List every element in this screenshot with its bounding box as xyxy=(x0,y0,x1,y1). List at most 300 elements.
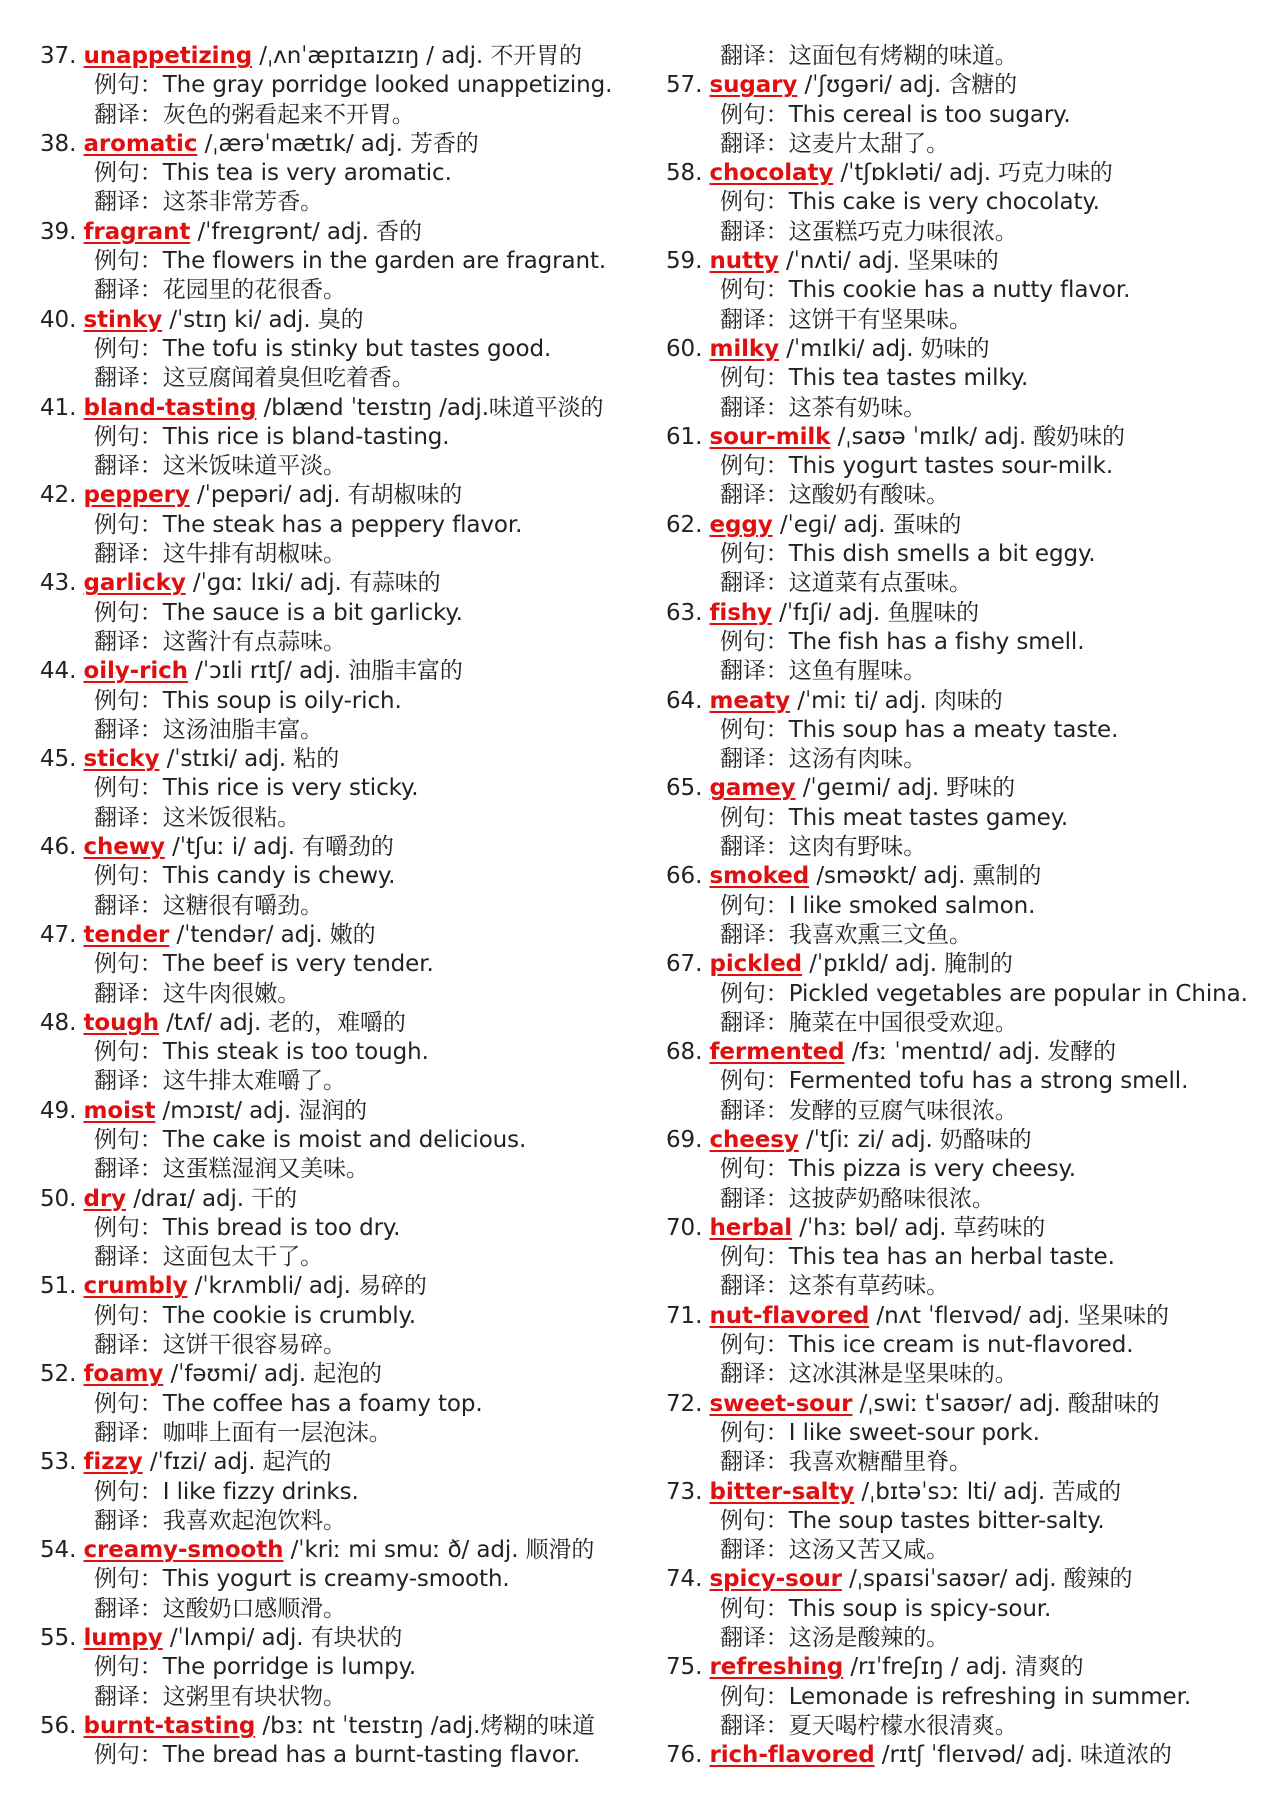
entry-headline xyxy=(40,745,630,774)
translation-text: 这酸奶有酸味。 xyxy=(788,482,950,509)
vocab-entry xyxy=(40,394,630,482)
translation-line xyxy=(666,1536,1266,1565)
headword: nut-flavored xyxy=(709,1302,870,1329)
headword: bland-tasting xyxy=(83,394,257,421)
phonetic-definition: /ˈtʃɒkləti/ adj. 巧克力味的 xyxy=(833,160,1113,187)
example-text: This cereal is too sugary. xyxy=(788,101,1071,128)
example-text: The porridge is lumpy. xyxy=(162,1654,417,1681)
example-line xyxy=(40,1478,630,1507)
translation-label: 翻译： xyxy=(720,306,789,333)
translation-label: 翻译： xyxy=(94,892,163,919)
entry-number: 55. xyxy=(40,1625,84,1652)
translation-label: 翻译： xyxy=(94,1683,163,1710)
entry-number: 47. xyxy=(40,921,84,948)
example-label: 例句： xyxy=(94,775,163,802)
example-label: 例句： xyxy=(720,101,789,128)
translation-line xyxy=(666,394,1266,423)
example-line xyxy=(40,1038,630,1067)
translation-label: 翻译： xyxy=(720,1625,789,1652)
translation-text: 花园里的花很香。 xyxy=(162,277,346,304)
example-line xyxy=(666,1067,1266,1096)
example-line xyxy=(40,950,630,979)
example-line xyxy=(666,1331,1266,1360)
example-line xyxy=(40,1390,630,1419)
entry-headline xyxy=(666,1741,1266,1770)
example-text: This cake is very chocolaty. xyxy=(788,189,1100,216)
example-text: The cookie is crumbly. xyxy=(162,1302,416,1329)
vocab-entry xyxy=(40,130,630,218)
phonetic-definition: /ˈeɡi/ adj. 蛋味的 xyxy=(772,511,962,538)
translation-line xyxy=(666,833,1266,862)
entry-headline xyxy=(40,921,630,950)
translation-label: 翻译： xyxy=(94,453,163,480)
entry-number: 43. xyxy=(40,570,84,597)
example-label: 例句： xyxy=(720,980,789,1007)
translation-line xyxy=(666,1624,1266,1653)
headword: cheesy xyxy=(709,1126,799,1153)
entry-number: 74. xyxy=(666,1566,710,1593)
entry-number: 56. xyxy=(40,1712,84,1739)
translation-label: 翻译： xyxy=(94,541,163,568)
phonetic-definition: /fɜː ˈmentɪd/ adj. 发酵的 xyxy=(844,1039,1117,1066)
vocab-entry xyxy=(666,1038,1266,1126)
example-text: This candy is chewy. xyxy=(162,863,396,890)
example-label: 例句： xyxy=(720,1683,789,1710)
translation-label: 翻译： xyxy=(94,716,163,743)
example-label: 例句： xyxy=(720,277,789,304)
translation-label: 翻译： xyxy=(720,1097,789,1124)
phonetic-definition: /ˈtʃuː i/ adj. 有嚼劲的 xyxy=(164,834,394,861)
example-line xyxy=(40,511,630,540)
translation-line xyxy=(40,452,630,481)
entry-number: 62. xyxy=(666,511,710,538)
headword: chocolaty xyxy=(709,160,834,187)
entry-number: 54. xyxy=(40,1537,84,1564)
phonetic-definition: /ˌʌnˈæpɪtaɪzɪŋ / adj. 不开胃的 xyxy=(252,43,582,69)
phonetic-definition: /ˈpepəri/ adj. 有胡椒味的 xyxy=(189,482,463,509)
example-text: This soup has a meaty taste. xyxy=(788,716,1119,743)
example-text: The flowers in the garden are fragrant. xyxy=(162,248,607,275)
translation-label: 翻译： xyxy=(94,1507,163,1534)
example-line xyxy=(40,1565,630,1594)
headword: sticky xyxy=(83,746,160,773)
headword: spicy-sour xyxy=(709,1566,842,1593)
translation-text: 这汤油脂丰富。 xyxy=(162,716,324,743)
translation-line xyxy=(666,657,1266,686)
translation-line xyxy=(40,1331,630,1360)
translation-text: 这糖很有嚼劲。 xyxy=(162,892,324,919)
vocab-entry xyxy=(666,423,1266,511)
example-text: This rice is bland-tasting. xyxy=(162,423,450,450)
translation-line xyxy=(40,1243,630,1272)
example-line xyxy=(666,188,1266,217)
left-column xyxy=(40,42,630,1771)
translation-line xyxy=(40,1155,630,1184)
phonetic-definition: /ˈtʃiː zi/ adj. 奶酪味的 xyxy=(798,1126,1032,1153)
phonetic-definition: /tʌf/ adj. 老的，难嚼的 xyxy=(159,1009,406,1036)
example-label: 例句： xyxy=(94,1126,163,1153)
example-label: 例句： xyxy=(94,599,163,626)
phonetic-definition: /draɪ/ adj. 干的 xyxy=(126,1185,298,1212)
entry-number: 76. xyxy=(666,1742,710,1769)
translation-line xyxy=(40,1419,630,1448)
example-text: This pizza is very cheesy. xyxy=(788,1156,1076,1183)
translation-label: 翻译： xyxy=(94,1419,163,1446)
example-line xyxy=(40,1653,630,1682)
entry-number: 61. xyxy=(666,423,710,450)
entry-headline xyxy=(40,833,630,862)
translation-text: 发酵的豆腐气味很浓。 xyxy=(788,1097,1018,1124)
headword: moist xyxy=(83,1097,156,1124)
phonetic-definition: /ˈʃʊɡəri/ adj. 含糖的 xyxy=(797,72,1018,99)
example-text: This tea has an herbal taste. xyxy=(788,1244,1115,1271)
example-line xyxy=(40,159,630,188)
example-line xyxy=(40,423,630,452)
example-line xyxy=(666,980,1266,1009)
example-label: 例句： xyxy=(720,1595,789,1622)
entry-number: 42. xyxy=(40,482,84,509)
entry-number: 58. xyxy=(666,160,710,187)
example-label: 例句： xyxy=(94,863,163,890)
vocab-entry xyxy=(666,1741,1266,1770)
translation-line xyxy=(666,1712,1266,1741)
headword: oily-rich xyxy=(83,658,188,685)
translation-label: 翻译： xyxy=(720,1449,789,1476)
entry-headline xyxy=(666,423,1266,452)
headword: stinky xyxy=(83,306,163,333)
translation-label: 翻译： xyxy=(94,1244,163,1271)
example-label: 例句： xyxy=(94,72,163,99)
entry-number: 65. xyxy=(666,775,710,802)
example-label: 例句： xyxy=(720,1419,789,1446)
headword: tough xyxy=(83,1009,160,1036)
example-text: This soup is spicy-sour. xyxy=(788,1595,1052,1622)
example-label: 例句： xyxy=(94,423,163,450)
translation-label: 翻译： xyxy=(94,277,163,304)
entry-headline xyxy=(40,1185,630,1214)
headword: meaty xyxy=(709,687,791,714)
translation-label: 翻译： xyxy=(720,1185,789,1212)
vocab-entry xyxy=(666,950,1266,1038)
translation-label: 翻译： xyxy=(720,834,789,861)
entry-headline xyxy=(666,687,1266,716)
example-line xyxy=(666,1507,1266,1536)
entry-number: 72. xyxy=(666,1390,710,1417)
phonetic-definition: /ˈstɪki/ adj. 粘的 xyxy=(159,746,340,773)
translation-text: 这牛肉很嫩。 xyxy=(162,980,301,1007)
example-line xyxy=(666,892,1266,921)
example-line xyxy=(666,1683,1266,1712)
example-line xyxy=(666,628,1266,657)
entry-headline xyxy=(40,1712,630,1741)
translation-label: 翻译： xyxy=(720,1009,789,1036)
phonetic-definition: /sməʊkt/ adj. 熏制的 xyxy=(809,863,1042,890)
entry-number: 51. xyxy=(40,1273,84,1300)
vocab-entry xyxy=(40,1448,630,1536)
translation-label: 翻译： xyxy=(94,1156,163,1183)
example-label: 例句： xyxy=(94,511,163,538)
example-line xyxy=(666,540,1266,569)
entry-number: 46. xyxy=(40,834,84,861)
translation-label: 翻译： xyxy=(94,980,163,1007)
right-column xyxy=(666,42,1266,1771)
headword: milky xyxy=(709,335,780,362)
translation-line xyxy=(666,569,1266,598)
example-line xyxy=(666,1243,1266,1272)
translation-text: 这茶有草药味。 xyxy=(788,1273,950,1300)
vocab-entry xyxy=(40,921,630,1009)
translation-text: 这肉有野味。 xyxy=(788,834,927,861)
entry-number: 48. xyxy=(40,1009,84,1036)
example-label: 例句： xyxy=(94,687,163,714)
headword: aromatic xyxy=(83,130,198,157)
entry-headline xyxy=(40,306,630,335)
phonetic-definition: /ˌswiː tˈsaʊər/ adj. 酸甜味的 xyxy=(852,1390,1160,1417)
example-text: The bread has a burnt-tasting flavor. xyxy=(162,1742,581,1769)
entry-headline xyxy=(666,247,1266,276)
vocab-entry xyxy=(666,1214,1266,1302)
phonetic-definition: /ˈnʌti/ adj. 坚果味的 xyxy=(778,248,999,275)
example-label: 例句： xyxy=(720,1244,789,1271)
example-line xyxy=(40,1302,630,1331)
example-label: 例句： xyxy=(94,1039,163,1066)
example-text: The steak has a peppery flavor. xyxy=(162,511,523,538)
translation-text: 这饼干有坚果味。 xyxy=(788,306,972,333)
entry-number: 49. xyxy=(40,1097,84,1124)
example-line xyxy=(666,1419,1266,1448)
example-label: 例句： xyxy=(720,541,789,568)
entry-number: 60. xyxy=(666,335,710,362)
translation-text: 腌菜在中国很受欢迎。 xyxy=(788,1009,1018,1036)
example-line xyxy=(40,599,630,628)
phonetic-definition: /ˈkrʌmbli/ adj. 易碎的 xyxy=(187,1273,427,1300)
entry-number: 57. xyxy=(666,72,710,99)
example-line xyxy=(666,1155,1266,1184)
headword: crumbly xyxy=(83,1273,188,1300)
entry-number: 45. xyxy=(40,746,84,773)
translation-text: 这牛排太难嚼了。 xyxy=(162,1068,346,1095)
vocab-entry xyxy=(40,1009,630,1097)
example-line xyxy=(666,804,1266,833)
example-label: 例句： xyxy=(720,1156,789,1183)
entry-headline xyxy=(40,1536,630,1565)
entry-headline xyxy=(40,218,630,247)
example-line xyxy=(40,1126,630,1155)
example-text: This dish smells a bit eggy. xyxy=(788,541,1096,568)
translation-line xyxy=(40,892,630,921)
example-label: 例句： xyxy=(720,1068,789,1095)
phonetic-definition: /mɔɪst/ adj. 湿润的 xyxy=(155,1097,368,1124)
example-text: This bread is too dry. xyxy=(162,1214,401,1241)
entry-headline xyxy=(40,130,630,159)
entry-number: 41. xyxy=(40,394,84,421)
entry-headline xyxy=(666,71,1266,100)
example-text: The tofu is stinky but tastes good. xyxy=(162,335,552,362)
vocab-entry xyxy=(40,306,630,394)
translation-text: 这米饭味道平淡。 xyxy=(162,453,346,480)
entry-number: 44. xyxy=(40,658,84,685)
example-line xyxy=(666,452,1266,481)
entry-headline xyxy=(40,1097,630,1126)
vocab-entry xyxy=(666,1302,1266,1390)
translation-line xyxy=(666,1009,1266,1038)
headword: burnt-tasting xyxy=(83,1712,256,1739)
headword: sour-milk xyxy=(709,423,831,450)
example-text: This steak is too tough. xyxy=(162,1039,429,1066)
phonetic-definition: /ˈkriː mi smuː ð/ adj. 顺滑的 xyxy=(283,1537,595,1564)
vocab-entry xyxy=(40,481,630,569)
headword: fizzy xyxy=(83,1449,143,1476)
vocab-entry xyxy=(40,657,630,745)
example-line xyxy=(40,774,630,803)
translation-line xyxy=(40,1507,630,1536)
vocab-entry xyxy=(40,745,630,833)
example-text: The sauce is a bit garlicky. xyxy=(162,599,463,626)
example-label: 例句： xyxy=(94,1390,163,1417)
example-label: 例句： xyxy=(720,1332,789,1359)
example-label: 例句： xyxy=(94,335,163,362)
translation-text: 这饼干很容易碎。 xyxy=(162,1332,346,1359)
example-text: This meat tastes gamey. xyxy=(788,804,1069,831)
phonetic-definition: /ˈhɜː bəl/ adj. 草药味的 xyxy=(792,1214,1046,1241)
example-label: 例句： xyxy=(94,1478,163,1505)
translation-text: 这蛋糕巧克力味很浓。 xyxy=(788,218,1018,245)
entry-number: 40. xyxy=(40,306,84,333)
example-label: 例句： xyxy=(94,951,163,978)
translation-line xyxy=(40,364,630,393)
translation-label: 翻译： xyxy=(94,365,163,392)
vocab-entry xyxy=(40,569,630,657)
phonetic-definition: /ˌsaʊə ˈmɪlk/ adj. 酸奶味的 xyxy=(830,423,1125,450)
phonetic-definition: /rɪtʃ ˈfleɪvəd/ adj. 味道浓的 xyxy=(874,1742,1172,1769)
entry-headline xyxy=(666,1565,1266,1594)
headword: sugary xyxy=(709,72,798,99)
phonetic-definition: /ˈstɪŋ ki/ adj. 臭的 xyxy=(162,306,364,333)
entry-headline xyxy=(666,1390,1266,1419)
translation-text: 这酸奶口感顺滑。 xyxy=(162,1595,346,1622)
example-line xyxy=(666,101,1266,130)
headword: nutty xyxy=(709,248,779,275)
translation-line xyxy=(666,218,1266,247)
translation-text: 这面包有烤糊的味道。 xyxy=(788,43,1018,69)
headword: pickled xyxy=(709,951,803,978)
entry-headline xyxy=(666,159,1266,188)
example-label: 例句： xyxy=(94,1214,163,1241)
entry-number: 50. xyxy=(40,1185,84,1212)
translation-line xyxy=(666,1360,1266,1389)
translation-label: 翻译： xyxy=(720,1712,789,1739)
entry-headline xyxy=(40,1448,630,1477)
translation-line xyxy=(666,481,1266,510)
vocab-entry xyxy=(40,218,630,306)
example-text: This rice is very sticky. xyxy=(162,775,419,802)
entry-number: 59. xyxy=(666,248,710,275)
example-text: The cake is moist and delicious. xyxy=(162,1126,527,1153)
headword: bitter-salty xyxy=(709,1478,855,1505)
translation-line xyxy=(666,130,1266,159)
translation-text: 这麦片太甜了。 xyxy=(788,130,950,157)
translation-line xyxy=(40,276,630,305)
translation-text: 这汤又苦又咸。 xyxy=(788,1537,950,1564)
headword: fishy xyxy=(709,599,772,626)
example-text: This cookie has a nutty flavor. xyxy=(788,277,1131,304)
translation-text: 我喜欢起泡饮料。 xyxy=(162,1507,346,1534)
translation-text: 这豆腐闻着臭但吃着香。 xyxy=(162,365,415,392)
example-label: 例句： xyxy=(720,1507,789,1534)
entry-headline xyxy=(666,1214,1266,1243)
phonetic-definition: /ˈɡɑː lɪki/ adj. 有蒜味的 xyxy=(185,570,441,597)
headword: chewy xyxy=(83,834,165,861)
phonetic-definition: /ˈfəʊmi/ adj. 起泡的 xyxy=(163,1361,382,1388)
entry-number: 68. xyxy=(666,1039,710,1066)
headword: dry xyxy=(83,1185,126,1212)
headword: fragrant xyxy=(83,218,191,245)
example-text: This tea is very aromatic. xyxy=(162,160,452,187)
example-line xyxy=(666,1595,1266,1624)
example-label: 例句： xyxy=(720,189,789,216)
headword: garlicky xyxy=(83,570,186,597)
translation-line xyxy=(666,42,1266,71)
headword: unappetizing xyxy=(83,43,253,69)
entry-number: 70. xyxy=(666,1214,710,1241)
vocab-entry xyxy=(666,511,1266,599)
translation-text: 这米饭很粘。 xyxy=(162,804,301,831)
example-text: This tea tastes milky. xyxy=(788,365,1029,392)
translation-label: 翻译： xyxy=(720,570,789,597)
translation-text: 这牛排有胡椒味。 xyxy=(162,541,346,568)
vocab-entry xyxy=(666,1390,1266,1478)
phonetic-definition: /nʌt ˈfleɪvəd/ adj. 坚果味的 xyxy=(869,1302,1169,1329)
phonetic-definition: /ˌspaɪsiˈsaʊər/ adj. 酸辣的 xyxy=(841,1566,1133,1593)
example-line xyxy=(40,862,630,891)
translation-text: 这汤有肉味。 xyxy=(788,746,927,773)
translation-label: 翻译： xyxy=(94,1332,163,1359)
translation-line xyxy=(40,716,630,745)
example-line xyxy=(40,247,630,276)
entry-headline xyxy=(666,774,1266,803)
translation-line xyxy=(666,1185,1266,1214)
entry-headline xyxy=(40,1009,630,1038)
headword: sweet-sour xyxy=(709,1390,853,1417)
example-line xyxy=(40,1214,630,1243)
translation-line xyxy=(666,1097,1266,1126)
translation-text: 我喜欢熏三文鱼。 xyxy=(788,921,972,948)
translation-label: 翻译： xyxy=(94,628,163,655)
example-label: 例句： xyxy=(720,804,789,831)
example-line xyxy=(666,716,1266,745)
example-line xyxy=(40,335,630,364)
entry-number: 63. xyxy=(666,599,710,626)
example-label: 例句： xyxy=(94,160,163,187)
translation-label: 翻译： xyxy=(94,1595,163,1622)
translation-text: 咖啡上面有一层泡沫。 xyxy=(162,1419,392,1446)
translation-label: 翻译： xyxy=(720,1537,789,1564)
vocab-entry xyxy=(666,1478,1266,1566)
entry-number: 39. xyxy=(40,218,84,245)
vocab-entry xyxy=(666,335,1266,423)
headword: peppery xyxy=(83,482,190,509)
translation-text: 这粥里有块状物。 xyxy=(162,1683,346,1710)
translation-label: 翻译： xyxy=(720,482,789,509)
phonetic-definition: /ˌbɪtəˈsɔː lti/ adj. 苦咸的 xyxy=(854,1478,1121,1505)
example-label: 例句： xyxy=(720,716,789,743)
example-label: 例句： xyxy=(94,1742,163,1769)
phonetic-definition: /ˈmɪlki/ adj. 奶味的 xyxy=(779,335,990,362)
translation-label: 翻译： xyxy=(720,1361,789,1388)
entry-headline xyxy=(40,42,630,71)
entry-headline xyxy=(666,599,1266,628)
entry-headline xyxy=(666,1302,1266,1331)
